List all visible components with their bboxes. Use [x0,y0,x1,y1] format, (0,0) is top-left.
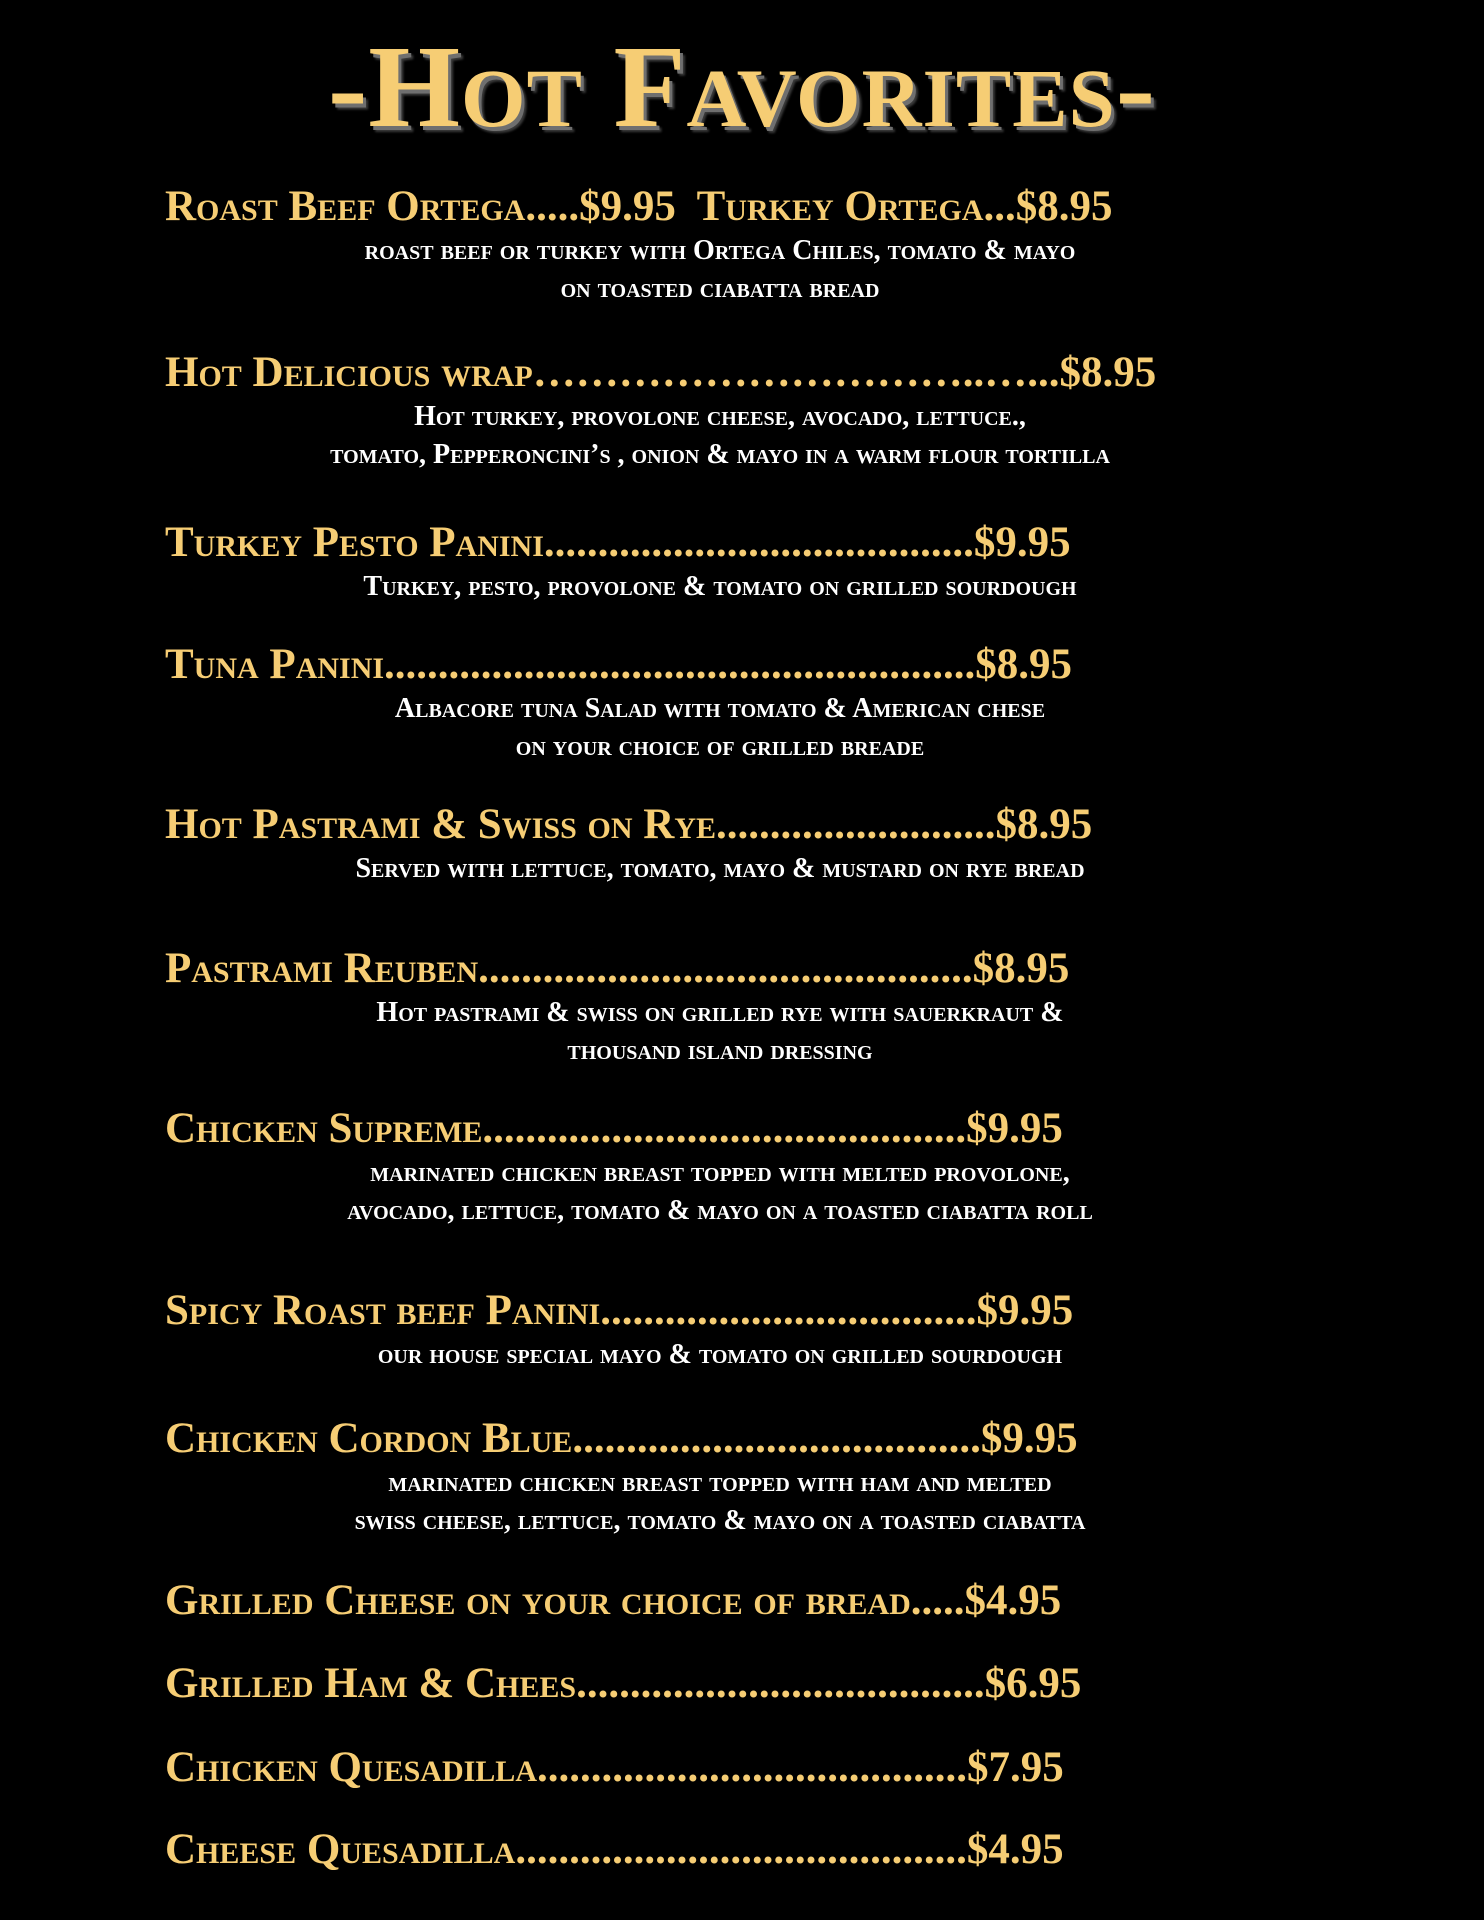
item-price: $9.95 [973,519,1071,566]
item-name: Chicken Quesadilla [165,1744,537,1791]
item-name-alt: Turkey Ortega [696,183,984,230]
menu-item [165,640,1275,766]
item-description: on toasted ciabatta bread [560,273,880,304]
item-name: Hot Delicious wrap [165,349,533,396]
item-line [165,1743,1275,1793]
item-description: marinated chicken breast topped with ham and melted [388,1467,1052,1498]
item-name: Hot Pastrami & Swiss on Rye [165,801,716,848]
item-name: Grilled Cheese on your choice of bread [165,1577,911,1624]
item-price: $9.95 [579,183,676,230]
item-dots: ...................................... [572,1415,981,1462]
item-description: our house special mayo & tomato on grilled sourdough [377,1339,1063,1370]
item-description: Turkey, pesto, provolone & tomato on grilled sourdough [363,571,1077,602]
item-line [165,800,1275,850]
item-line [165,1414,1275,1464]
item-line [165,1576,1275,1626]
item-dots: ........................................ [543,519,974,566]
item-price: $9.95 [966,1105,1063,1152]
menu-item [165,1743,1275,1793]
item-description: Hot pastrami & swiss on grilled rye with sauerkraut & [376,997,1064,1028]
item-line [165,944,1275,994]
menu-item [165,1104,1275,1230]
item-line [165,1286,1275,1336]
menu-item [165,1576,1275,1626]
item-name: Chicken Cordon Blue [165,1415,573,1462]
item-line [165,348,1275,398]
item-dots: ..... [910,1577,965,1624]
item-dots: …………………………..…... [532,349,1060,396]
item-price: $6.95 [984,1660,1082,1707]
item-price: $8.95 [972,945,1070,992]
item-price: $8.95 [975,641,1073,688]
item-description: Hot turkey, provolone cheese, avocado, lettuce., [414,401,1026,432]
menu-item [165,944,1275,1070]
item-line [165,182,1275,232]
menu-item [165,800,1275,888]
item-dots: ....................................................... [384,641,976,688]
item-price-alt: $8.95 [1015,183,1113,230]
menu-item [165,1659,1275,1709]
item-line [165,640,1275,690]
item-dots: ............................................. [482,1105,967,1152]
menu-item [165,1414,1275,1540]
item-dots-alt: ... [983,183,1016,230]
item-dots: .......................... [716,801,996,848]
item-dots: ........................................ [536,1744,967,1791]
item-name: Chicken Supreme [165,1105,483,1152]
menu-item [165,182,1275,308]
item-name: Spicy Roast beef Panini [165,1287,601,1334]
menu-item [165,348,1275,474]
item-description: marinated chicken breast topped with melted provolone, [370,1157,1070,1188]
item-description: thousand island dressing [567,1035,873,1066]
item-price: $7.95 [966,1744,1064,1791]
menu-title: -Hot Favorites- [327,21,1157,152]
menu-item [165,1286,1275,1374]
item-description: roast beef or turkey with Ortega Chiles, tomato & mayo [364,235,1076,266]
item-price: $8.95 [1059,349,1157,396]
item-name: Tuna Panini [165,641,385,688]
item-name: Turkey Pesto Panini [165,519,544,566]
item-price: $4.95 [964,1577,1062,1624]
item-line [165,1659,1275,1709]
item-price: $4.95 [966,1826,1064,1873]
item-description: tomato, Pepperoncini’s , onion & mayo in a warm flour tortilla [330,439,1110,470]
item-line [165,1825,1275,1875]
item-line [165,1104,1275,1154]
item-price: $8.95 [995,801,1093,848]
menu-item [165,1825,1275,1875]
menu-item [165,518,1275,606]
item-description: on your choice of grilled breade [515,731,925,762]
item-dots: .............................................. [478,945,973,992]
item-description: Albacore tuna Salad with tomato & American chese [394,693,1046,724]
item-name: Pastrami Reuben [165,945,479,992]
item-dots: ................................... [600,1287,977,1334]
item-description: swiss cheese, lettuce, tomato & mayo on a toasted ciabatta [354,1505,1086,1536]
item-line [165,518,1275,568]
item-dots: ...................................... [576,1660,985,1707]
item-name: Roast Beef Ortega [165,183,526,230]
item-description: Served with lettuce, tomato, mayo & mustard on rye bread [355,853,1085,884]
item-name: Cheese Quesadilla [165,1826,516,1873]
item-price: $9.95 [980,1415,1078,1462]
item-dots: ..... [525,183,580,230]
item-description: avocado, lettuce, tomato & mayo on a toasted ciabatta roll [347,1195,1093,1226]
item-name: Grilled Ham & Chees [165,1660,577,1707]
item-dots: .......................................... [515,1826,967,1873]
item-price: $9.95 [976,1287,1074,1334]
